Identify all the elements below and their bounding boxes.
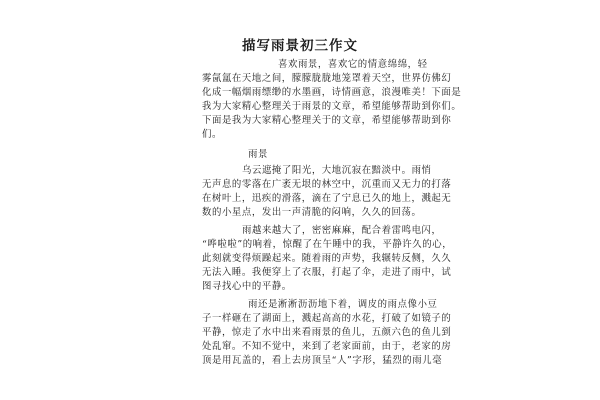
body-line: 们。 — [202, 129, 222, 140]
body-line: 顶是用瓦盖的，看上去房顶呈“人”字形，猛烈的雨儿毫 — [202, 355, 443, 366]
body-line: 无声息的零落在广袤无垠的林空中，沉重而又无力的打落 — [202, 179, 452, 190]
body-line: 无法入睡。我便穿上了衣服，打起了伞，走进了雨中，试 — [202, 267, 452, 278]
document-title: 描写雨景初三作文 — [242, 38, 358, 54]
body-line: 雨还是淅淅沥沥地下着，调皮的雨点像小豆 — [248, 299, 438, 310]
body-line: 此刻就变得烦躁起来。随着雨的声势，我辗转反侧，久久 — [202, 253, 452, 264]
body-line: “哗啦啦”的响着，惊醒了在午睡中的我，平静许久的心， — [202, 239, 453, 250]
body-line: 我为大家精心整理关于雨景的文章，希望能够帮助到你们。 — [202, 101, 462, 112]
body-line: 平静，惊走了水中出来看雨景的鱼儿，五颜六色的鱼儿到 — [202, 327, 452, 338]
body-line: 喜欢雨景，喜欢它的情意绵绵，轻 — [278, 59, 428, 70]
body-line: 下面是我为大家精心整理关于的文章，希望能够帮助到你 — [202, 115, 452, 126]
body-line: 化成一幅烟雨缥缈的水墨画，诗情画意，浪漫唯美！下面是 — [202, 87, 462, 98]
body-line: 在树叶上，迅疾的滑落，滴在了宁息已久的地上，溅起无 — [202, 193, 452, 204]
body-line: 子一样砸在了湖面上，溅起高高的水花，打破了如镜子的 — [202, 313, 452, 324]
body-line: 数的小星点，发出一声清脆的闷响，久久的回荡。 — [202, 207, 422, 218]
section-heading: 雨景 — [248, 149, 268, 160]
body-line: 雾氤氲在天地之间，朦朦胧胧地笼罩着天空，世界仿佛幻 — [202, 73, 452, 84]
body-line: 图寻找心中的平静。 — [202, 281, 292, 292]
body-line: 乌云遮掩了阳光，大地沉寂在黯淡中。雨悄 — [242, 165, 432, 176]
body-line: 雨越来越大了，密密麻麻，配合着雷鸣电闪， — [242, 225, 442, 236]
body-line: 处乱窜。不知不觉中，来到了老家面前，由于，老家的房 — [202, 341, 452, 352]
